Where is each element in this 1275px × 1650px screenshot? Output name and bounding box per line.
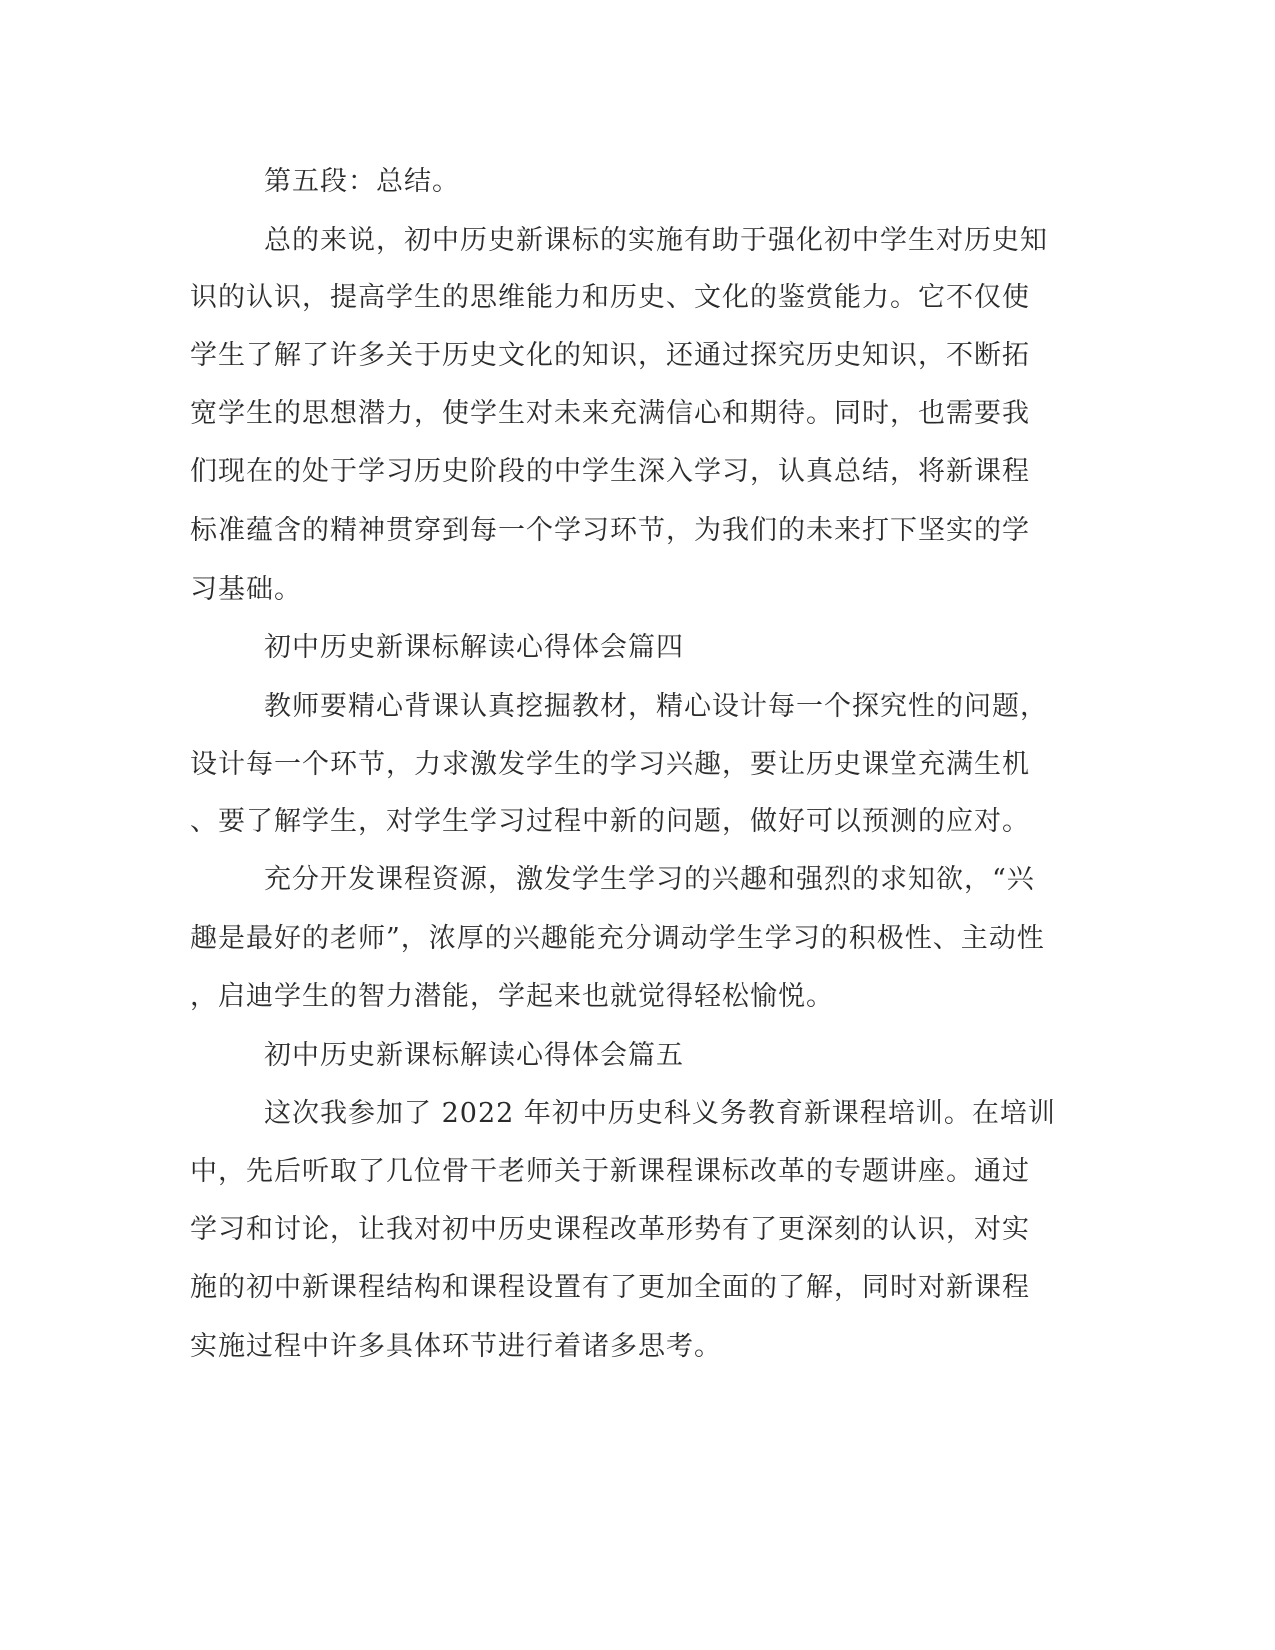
paragraph-line: 习基础。 xyxy=(190,574,302,605)
paragraph-line: 中，先后听取了几位骨干老师关于新课程课标改革的专题讲座。通过 xyxy=(190,1156,1030,1187)
paragraph-line: 标准蕴含的精神贯穿到每一个学习环节，为我们的未来打下坚实的学 xyxy=(190,515,1030,546)
paragraph-line: 实施过程中许多具体环节进行着诸多思考。 xyxy=(190,1331,722,1362)
paragraph-line: 识的认识，提高学生的思维能力和历史、文化的鉴赏能力。它不仅使 xyxy=(190,282,1030,313)
paragraph-line: 们现在的处于学习历史阶段的中学生深入学习，认真总结，将新课程 xyxy=(190,456,1030,487)
section-heading-part-four: 初中历史新课标解读心得体会篇四 xyxy=(264,632,684,663)
section-heading-summary: 第五段：总结。 xyxy=(264,166,460,197)
paragraph-line: 教师要精心背课认真挖掘教材，精心设计每一个探究性的问题， xyxy=(264,691,1048,722)
paragraph-line: 、要了解学生，对学生学习过程中新的问题，做好可以预测的应对。 xyxy=(190,806,1030,837)
paragraph-line: 这次我参加了 2022 年初中历史科义务教育新课程培训。在培训 xyxy=(264,1098,1056,1129)
paragraph-line: 趣是最好的老师”，浓厚的兴趣能充分调动学生学习的积极性、主动性 xyxy=(190,923,1045,954)
paragraph-line: 施的初中新课程结构和课程设置有了更加全面的了解，同时对新课程 xyxy=(190,1272,1030,1303)
paragraph-line: 宽学生的思想潜力，使学生对未来充满信心和期待。同时，也需要我 xyxy=(190,398,1030,429)
paragraph-line: 设计每一个环节，力求激发学生的学习兴趣，要让历史课堂充满生机 xyxy=(190,749,1030,780)
paragraph-line: 学生了解了许多关于历史文化的知识，还通过探究历史知识，不断拓 xyxy=(190,340,1030,371)
paragraph-line: 充分开发课程资源，激发学生学习的兴趣和强烈的求知欲，“兴 xyxy=(264,864,1035,895)
paragraph-line: 总的来说，初中历史新课标的实施有助于强化初中学生对历史知 xyxy=(264,225,1048,256)
section-heading-part-five: 初中历史新课标解读心得体会篇五 xyxy=(264,1040,684,1071)
paragraph-line: ，启迪学生的智力潜能，学起来也就觉得轻松愉悦。 xyxy=(190,981,834,1012)
paragraph-line: 学习和讨论，让我对初中历史课程改革形势有了更深刻的认识，对实 xyxy=(190,1214,1030,1245)
